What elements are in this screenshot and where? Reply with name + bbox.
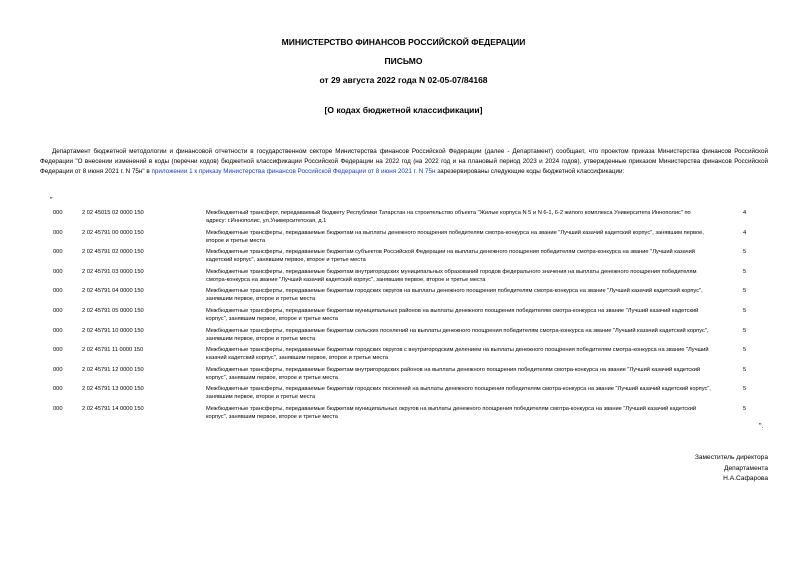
intro-text-after: зарезервированы следующие коды бюджетной классификации: (435, 167, 625, 175)
code-name-cell: Межбюджетные трансферты, передаваемые бюджетам городских округов на выплаты денежного поощрения победителям смотра-конкурса на звание "Лучший казачий кадетский корпус", занявшим первое, второе и третье места (206, 288, 703, 303)
budget-code-cell: 2 02 45791 12 0000 150 (82, 366, 144, 373)
admin-code-cell: 000 (53, 288, 63, 295)
document-subject: [О кодах бюджетной классификации] (324, 105, 483, 115)
signatory-name: Н.А.Сафарова (723, 475, 768, 482)
signatory-department: Департамента (724, 464, 768, 472)
admin-code-cell: 000 (53, 210, 63, 216)
classification-codes-table (40, 209, 768, 425)
budget-code-cell: 2 02 45791 05 0000 150 (82, 307, 144, 314)
intro-paragraph (40, 147, 768, 176)
table-row (40, 229, 768, 249)
admin-code-cell: 000 (53, 327, 63, 334)
intro-text-before: Департамент бюджетной методологии и финансовой отчетности в государственном секторе Министерства финансов Российской Федерации (далее - Департамент) сообщает, что проектом приказа Министерства финансов Российской Федерации "О внесении изменений в коды (перечни кодов) бюджетной классификации Российской Федерации на 2022 год (на 2022 год и на плановый период 2023 и 2024 годов), утвержденные приказом Министерства финансов Российской Федерации от 8 июня 2021 г. N 75н" в (40, 148, 768, 175)
table-row (40, 287, 768, 307)
budget-code-cell: 2 02 45791 14 0000 150 (82, 405, 144, 412)
code-name-cell: Межбюджетные трансферты, передаваемые бюджетам внутригородских районов на выплаты денежного поощрения победителям смотра-конкурса на звание "Лучший казачий кадетский корпус", занявшим первое, второе и третье места (206, 366, 701, 381)
table-row (40, 307, 768, 327)
code-name-cell: Межбюджетные трансферты, передаваемые бюджетам субъектов Российской Федерации на выплаты денежного поощрения победителям смотра-конкурса на звание "Лучший казачий кадетский корпус", занявшим первое, второе и третье места (206, 249, 695, 264)
admin-code-cell: 000 (53, 249, 63, 256)
note-cell: 5 (743, 386, 747, 393)
budget-code-cell: 2 02 45791 03 0000 150 (82, 268, 144, 275)
ministry-title: МИНИСТЕРСТВО ФИНАНСОВ РОССИЙСКОЙ ФЕДЕРАЦИИ (281, 37, 526, 47)
admin-code-cell: 000 (53, 268, 63, 275)
note-cell: 5 (743, 307, 747, 314)
note-cell: 5 (743, 268, 747, 275)
table-row (40, 385, 768, 405)
table-row (40, 346, 768, 366)
order-appendix-link[interactable]: приложении 1 к приказу Министерства финансов Российской Федерации от 8 июня 2021 г. N 75н (151, 167, 436, 175)
table-row (40, 209, 768, 229)
budget-code-cell: 2 02 45791 00 0000 150 (82, 229, 144, 236)
table-row (40, 405, 768, 425)
code-name-cell: Межбюджетные трансферты, передаваемые бюджетам внутригородских муниципальных образований городов федерального значения на выплаты денежного поощрения победителям смотра-конкурса на звание "Лучший казачий кадетский корпус", занявшим первое, второе и третье места (206, 268, 697, 283)
date-number: от 29 августа 2022 года N 02-05-07/84168 (319, 75, 488, 85)
code-name-cell: Межбюджетные трансферты, передаваемые бюджетам муниципальных округов на выплаты денежного поощрения победителям смотра-конкурса на звание "Лучший казачий кадетский корпус", занявшим первое, второе и третье места (206, 405, 697, 420)
table-row (40, 248, 768, 268)
note-cell: 5 (743, 405, 747, 412)
admin-code-cell: 000 (53, 229, 63, 236)
code-name-cell: Межбюджетные трансферты, передаваемые бюджетам муниципальных районов на выплаты денежного поощрения победителям смотра-конкурса на звание "Лучший казачий кадетский корпус", занявшим первое, второе и третье места (206, 307, 699, 322)
note-cell: 5 (743, 327, 747, 334)
note-cell: 5 (743, 347, 747, 354)
code-name-cell: Межбюджетные трансферты, передаваемые бюджетам городских округов с внутригородским делением на выплаты денежного поощрения победителям смотра-конкурса на звание "Лучший казачий кадетский корпус", занявшим первое, второе и третье места (206, 347, 709, 362)
note-cell: 5 (743, 249, 747, 256)
code-name-cell: Межбюджетный трансферт, передаваемый бюджету Республики Татарстан на строительство объекта "Жилые корпуса N 5 и N 6-1, 6-2 жилого комплекса Университета Иннополис" по адресу: г.Иннополис, ул.Университетская, д.1 (206, 210, 691, 224)
table-row (40, 327, 768, 347)
table-end-mark: ". (759, 423, 764, 430)
admin-code-cell: 000 (53, 347, 63, 354)
budget-code-cell: 2 02 45791 13 0000 150 (82, 386, 144, 393)
code-name-cell: Межбюджетные трансферты, передаваемые бюджетам сельских поселений на выплаты денежного поощрения победителям смотра-конкурса на звание "Лучший казачий кадетский корпус", занявшим первое, второе и третье места (206, 327, 709, 342)
admin-code-cell: 000 (53, 405, 63, 412)
admin-code-cell: 000 (53, 307, 63, 314)
signatory-position: Заместитель директора (694, 454, 768, 461)
budget-code-cell: 2 02 45791 11 0000 150 (82, 347, 144, 354)
budget-code-cell: 2 02 45015 02 0000 150 (82, 210, 144, 216)
note-cell: 4 (743, 229, 747, 236)
budget-code-cell: 2 02 45791 02 0000 150 (82, 249, 144, 256)
table-row (40, 268, 768, 288)
code-name-cell: Межбюджетные трансферты, передаваемые бюджетам городских поселений на выплаты денежного поощрения победителям смотра-конкурса на звание "Лучший казачий кадетский корпус", занявшим первое, второе и третье места (206, 386, 711, 401)
note-cell: 5 (743, 288, 747, 295)
note-cell: 4 (743, 210, 747, 216)
budget-code-cell: 2 02 45791 10 0000 150 (82, 327, 144, 334)
table-start-mark: " (50, 197, 53, 204)
document-type: ПИСЬМО (384, 56, 423, 66)
table-row (40, 366, 768, 386)
admin-code-cell: 000 (53, 386, 63, 393)
budget-code-cell: 2 02 45791 04 0000 150 (82, 288, 144, 295)
note-cell: 5 (743, 366, 747, 373)
signature-block (600, 453, 768, 485)
admin-code-cell: 000 (53, 366, 63, 373)
code-name-cell: Межбюджетные трансферты, передаваемые бюджетам на выплаты денежного поощрения победителям смотра-конкурса на звание "Лучший казачий кадетский корпус", занявшим первое, второе и третье места (206, 229, 704, 244)
